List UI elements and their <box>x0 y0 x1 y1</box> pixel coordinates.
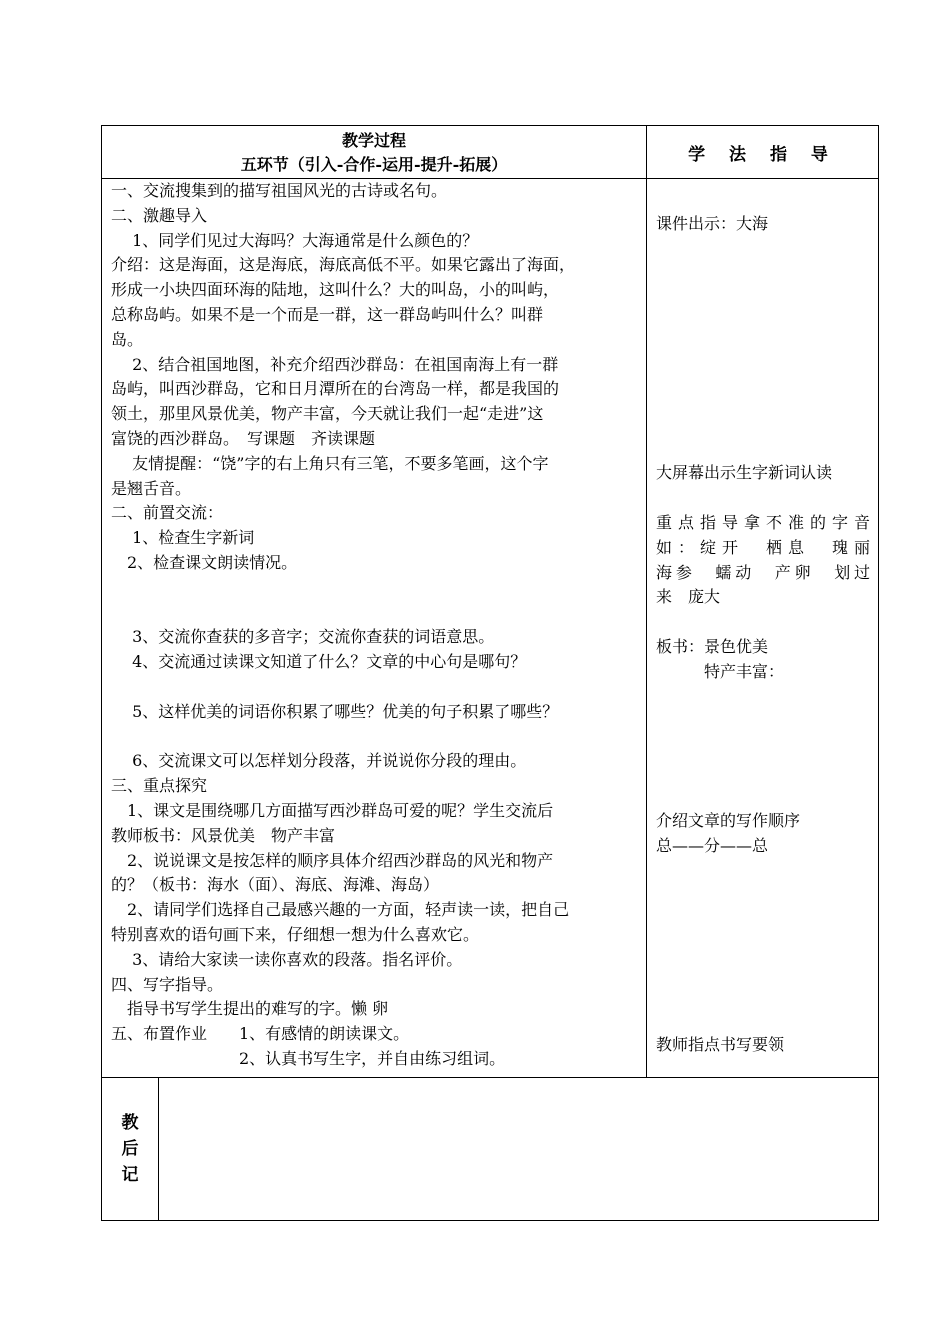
lesson-plan-table <box>101 125 879 1221</box>
process-line: 2、请同学们选择自己最感兴趣的一方面，轻声读一读，把自己 <box>111 900 570 920</box>
notes-label-char: 教 <box>121 1113 139 1133</box>
process-line: 2、结合祖国地图，补充介绍西沙群岛：在祖国南海上有一群 <box>111 354 559 374</box>
guidance-writing-tip: 教师指点书写要领 <box>656 1035 785 1054</box>
study-guidance-content <box>647 179 879 1078</box>
process-line: 特别喜欢的语句画下来，仔细想一想为什么喜欢它。 <box>111 924 480 944</box>
process-line: 3、请给大家读一读你喜欢的段落。指名评价。 <box>111 949 463 969</box>
process-line: 4、交流通过读课文知道了什么？文章的中心句是哪句？ <box>111 652 527 672</box>
process-line: 2、检查课文朗读情况。 <box>111 552 298 572</box>
process-line: 是翘舌音。 <box>111 478 192 498</box>
process-line: 2、说说课文是按怎样的顺序具体介绍西沙群岛的风光和物产 <box>111 850 554 870</box>
header-title: 教学过程 <box>342 131 407 150</box>
guidance-board-line: 板书：景色优美 <box>656 637 769 656</box>
notes-label-char: 后 <box>121 1139 139 1159</box>
post-lesson-notes-area[interactable] <box>159 1078 879 1221</box>
process-line: 三、重点探究 <box>111 776 208 796</box>
guidance-courseware: 课件出示：大海 <box>656 214 769 233</box>
notes-row <box>102 1078 879 1221</box>
process-line: 指导书写学生提出的难写的字。懒 卵 <box>111 999 389 1019</box>
process-line: 五、布置作业 1、有感情的朗读课文。 <box>111 1024 410 1044</box>
process-line: 友情提醒：“饶”字的右上角只有三笔，不要多笔画，这个字 <box>111 453 549 473</box>
process-line: 富饶的西沙群岛。 写课题 齐读课题 <box>111 428 376 448</box>
process-line: 2、认真书写生字，并自由练习组词。 <box>111 1048 506 1068</box>
process-line: 形成一小块四面环海的陆地，这叫什么？大的叫岛，小的叫屿， <box>111 280 560 300</box>
guidance-order-line: 总——分——总 <box>656 836 769 855</box>
blank-line <box>111 576 640 626</box>
process-line: 的？（板书：海水（面）、海底、海滩、海岛） <box>111 875 440 895</box>
guidance-order-line: 介绍文章的写作顺序 <box>656 811 801 830</box>
post-lesson-notes-label <box>102 1078 159 1221</box>
notes-label-char: 记 <box>121 1165 139 1185</box>
guidance-board-line: 特产丰富： <box>656 662 785 681</box>
process-line: 教师板书：风景优美 物产丰富 <box>111 825 336 845</box>
process-line: 1、课文是围绕哪几方面描写西沙群岛可爱的呢？学生交流后 <box>111 800 554 820</box>
process-line: 介绍：这是海面，这是海底，海底高低不平。如果它露出了海面， <box>111 255 576 275</box>
process-line: 1、检查生字新词 <box>111 528 255 548</box>
content-row <box>102 179 879 1078</box>
process-line: 岛。 <box>111 329 144 349</box>
header-row <box>102 126 879 179</box>
process-line: 二、前置交流： <box>111 503 224 523</box>
process-line: 岛屿，叫西沙群岛，它和日月潭所在的台湾岛一样，都是我国的 <box>111 379 560 399</box>
process-line: 总称岛屿。如果不是一个而是一群，这一群岛屿叫什么？叫群 <box>111 304 544 324</box>
process-line: 1、同学们见过大海吗？大海通常是什么颜色的？ <box>111 230 479 250</box>
process-line: 5、这样优美的词语你积累了哪些？优美的句子积累了哪些？ <box>111 701 559 721</box>
study-guidance-header: 学 法 指 导 <box>647 126 879 179</box>
guidance-key-line: 海参 蠕动 产卵 划过 <box>656 563 871 582</box>
process-line: 一、交流搜集到的描写祖国风光的古诗或名句。 <box>111 181 448 200</box>
guidance-key-line: 如：绽开 栖息 瑰丽 <box>656 538 871 557</box>
header-subtitle: 五环节（引入-合作-运用-提升-拓展） <box>240 155 508 174</box>
guidance-key-line: 重点指导拿不准的字音 <box>656 513 871 532</box>
guidance-big-screen: 大屏幕出示生字新词认读 <box>656 463 833 482</box>
blank-line <box>111 725 640 750</box>
process-line: 二、激趣导入 <box>111 205 208 225</box>
teaching-process-content <box>102 179 647 1078</box>
process-line: 6、交流课文可以怎样划分段落，并说说你分段的理由。 <box>111 751 527 771</box>
teaching-process-header <box>102 126 647 179</box>
process-line: 领土，那里风景优美，物产丰富，今天就让我们一起“走进”这 <box>111 404 544 424</box>
guidance-key-line: 来 庞大 <box>656 587 721 606</box>
process-line: 四、写字指导。 <box>111 974 224 994</box>
blank-line <box>111 675 640 700</box>
process-line: 3、交流你查获的多音字；交流你查获的词语意思。 <box>111 627 495 647</box>
